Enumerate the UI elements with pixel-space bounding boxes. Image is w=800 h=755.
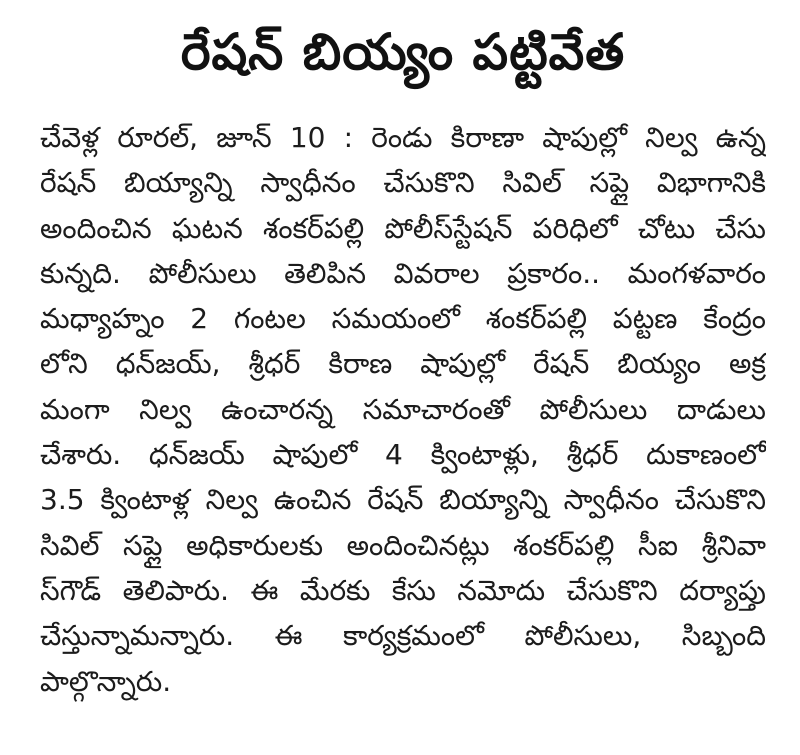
- article-line: సివిల్ సప్లై అధికారులకు అందించినట్లు శంకర్‌పల్లి సీఐ శ్రీనివా: [40, 528, 766, 562]
- article-line: కున్నది. పోలీసులు తెలిపిన వివరాల ప్రకారం.. మంగళవారం: [40, 256, 766, 290]
- article-line: స్‌గౌడ్ తెలిపారు. ఈ మేరకు కేసు నమోదు చేసుకొని దర్యాప్తు: [40, 573, 766, 607]
- article-line: పాల్గొన్నారు.: [40, 664, 172, 698]
- article-line: 3.5 క్వింటాళ్ల నిల్వ ఉంచిన రేషన్ బియ్యాన్ని స్వాధీనం చేసుకొని: [40, 483, 766, 517]
- article-line: మంగా నిల్వ ఉంచారన్న సమాచారంతో పోలీసులు దాడులు: [40, 392, 766, 426]
- article-headline: రేషన్ బియ్యం పట్టివేత: [180, 23, 626, 81]
- article-line: చేస్తున్నామన్నారు. ఈ కార్యక్రమంలో పోలీసులు, సిబ్బంది: [40, 619, 766, 653]
- article-line: అందించిన ఘటన శంకర్‌పల్లి పోలీస్‌స్టేషన్ పరిధిలో చోటు చేసు: [40, 211, 766, 245]
- article-body: [40, 118, 766, 707]
- article-line: చేవెళ్ల రూరల్, జూన్ 10 : రెండు కిరాణా షాపుల్లో నిల్వ ఉన్న: [40, 121, 766, 154]
- article-line: చేశారు. ధన్‌జయ్ షాపులో 4 క్వింటాళ్లు, శ్రీధర్ దుకాణంలో: [40, 438, 766, 472]
- article-line: రేషన్ బియ్యాన్ని స్వాధీనం చేసుకొని సివిల్ సప్లై విభాగానికి: [40, 166, 766, 200]
- article-line: లోని ధన్‌జయ్, శ్రీధర్ కిరాణ షాపుల్లో రేషన్ బియ్యం అక్ర: [40, 347, 766, 381]
- article-line: మధ్యాహ్నం 2 గంటల సమయంలో శంకర్‌పల్లి పట్టణ కేంద్రం: [40, 302, 766, 336]
